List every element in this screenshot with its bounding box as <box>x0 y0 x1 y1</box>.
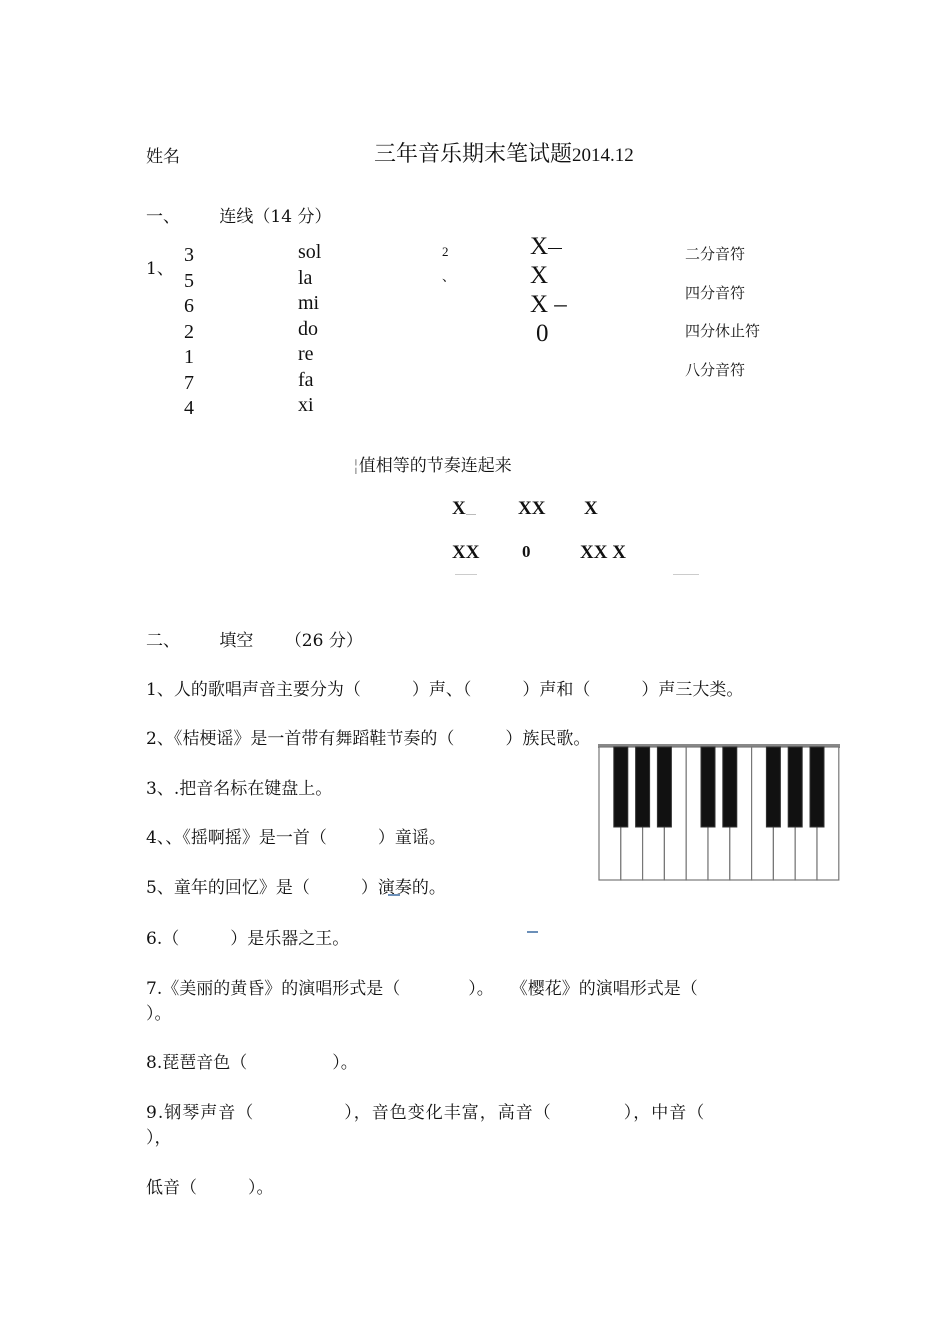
exam-title <box>374 137 634 168</box>
number-item: 6 <box>184 295 194 317</box>
rhythm-x-b: X <box>584 498 598 519</box>
piano-keyboard <box>598 744 840 884</box>
q3-instruction: ¦值相等的节奏连起来 <box>353 456 512 476</box>
black-key <box>657 747 671 827</box>
number-item: 3 <box>184 244 194 266</box>
solfege-item: re <box>298 343 314 365</box>
number-item: 2 <box>184 320 194 343</box>
symbol-x-dash: X – <box>530 291 567 318</box>
symbol-quarter-note: X <box>530 262 549 289</box>
q1-label: 1、 <box>146 259 174 279</box>
solfege-column <box>298 240 321 419</box>
fill-question-7-line2: ）。 <box>146 1004 172 1024</box>
number-item: 5 <box>184 269 194 292</box>
rhythm-underline <box>673 574 699 575</box>
number-item: 4 <box>184 397 194 419</box>
fill-question-9-line3: 低音（ ）。 <box>146 1178 274 1198</box>
rhythm-x-a: X <box>452 498 466 519</box>
black-key <box>723 747 737 827</box>
name-label: 姓名 <box>146 147 180 167</box>
section2-score: （26 分） <box>284 631 363 651</box>
note-name: 二分音符 <box>685 245 746 263</box>
note-symbols-column <box>530 232 567 348</box>
solfege-item: la <box>298 266 313 289</box>
fill-question-3: 3、.把音名标在键盘上。 <box>146 779 333 799</box>
black-key <box>701 747 715 827</box>
fill-question-1: 1、人的歌唱声音主要分为（ ）声、（ ）声和（ ）声三大类。 <box>146 680 744 700</box>
section1-heading <box>146 202 331 227</box>
note-name: 四分音符 <box>685 283 746 302</box>
number-item: 1 <box>184 346 194 368</box>
rhythm-xx-a: XX <box>518 498 546 519</box>
solfege-item: do <box>298 317 318 340</box>
numbers-column <box>184 243 194 422</box>
fill-question-8: 8.琵琶音色（ ）。 <box>146 1053 358 1073</box>
section2-title: 填空 <box>219 631 254 651</box>
solfege-item: xi <box>298 394 314 416</box>
mark-underline <box>527 931 538 933</box>
symbol-half-note: X <box>530 232 567 261</box>
section1-number: 一、 <box>146 207 180 227</box>
note-name: 四分休止符 <box>685 322 761 340</box>
black-key <box>636 747 650 827</box>
piano-keyboard-graphic <box>598 744 840 884</box>
exam-date: 2014.12 <box>572 145 634 166</box>
fill-question-9-line1: 9.钢琴声音（ ），音色变化丰富，高音（ ），中音（ <box>146 1103 706 1123</box>
black-key <box>810 747 824 827</box>
section1-title: 连线（14 分） <box>219 207 332 227</box>
note-name: 八分音符 <box>685 360 746 379</box>
solfege-item: fa <box>298 368 314 391</box>
note-names-column <box>685 243 760 397</box>
q2-mark: 、 <box>442 269 456 284</box>
solfege-item: sol <box>298 241 322 263</box>
black-key <box>788 747 802 827</box>
black-key <box>614 747 628 827</box>
rhythm-xx-x: XX X <box>580 542 626 563</box>
rhythm-rest: 0 <box>522 542 531 561</box>
symbol-rest: 0 <box>536 320 549 347</box>
q2-number: 2 <box>442 244 449 259</box>
solfege-item: mi <box>298 292 320 314</box>
rhythm-underline <box>466 514 476 515</box>
section2-number: 二、 <box>146 631 180 651</box>
mark-underline <box>388 894 400 896</box>
number-item: 7 <box>184 371 194 394</box>
fill-question-6: 6.（ ）是乐器之王。 <box>146 929 350 949</box>
rhythm-underline <box>455 574 477 575</box>
section2-heading <box>146 626 363 651</box>
fill-question-7-line1: 7.《美丽的黄昏》的演唱形式是（ ）。 《樱花》的演唱形式是（ <box>146 979 698 999</box>
exam-title-text: 三年音乐期末笔试题 <box>374 142 573 167</box>
fill-question-4: 4、、《摇啊摇》是一首（ ）童谣。 <box>146 828 446 848</box>
fill-question-2: 2、《桔梗谣》是一首带有舞蹈鞋节奏的（ ）族民歌。 <box>146 729 591 749</box>
black-key <box>766 747 780 827</box>
fill-question-9-line2: ）， <box>146 1128 172 1148</box>
fill-question-5: 5、童年的回忆》是（ ）演奏的。 <box>146 878 446 898</box>
rhythm-xx-b: XX <box>452 542 480 563</box>
